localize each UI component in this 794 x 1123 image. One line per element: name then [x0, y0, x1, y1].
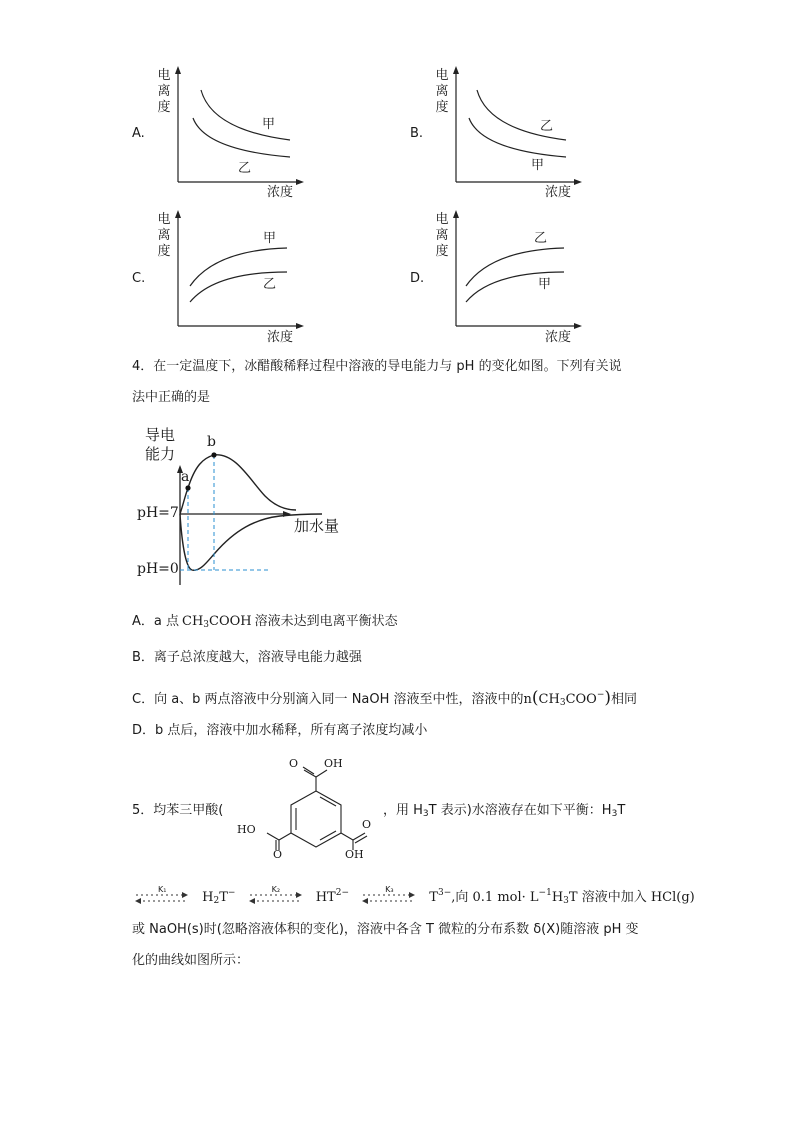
ylabel-line: 能力 [145, 445, 176, 463]
formula-sup: − [227, 888, 236, 898]
species-ht [316, 890, 349, 905]
q5-equilibrium-line [132, 884, 695, 910]
option-text: C．向 a、b 两点溶液中分别滴入同一 NaOH 溶液至中性，溶液中的 [132, 692, 524, 707]
formula-sub: 3 [422, 809, 429, 819]
q5-stem-continue [383, 802, 625, 823]
bond [355, 836, 367, 843]
formula-part: CH [182, 614, 204, 629]
x-axis-label: 浓度 [267, 185, 294, 200]
atom-label: OH [324, 757, 343, 770]
stem-text [451, 890, 694, 905]
equilibrium-constant: K₃ [385, 884, 394, 894]
double-bond [320, 831, 336, 840]
formula: $n(CH_3COO^-)$ [523, 688, 612, 708]
curve-label-lower: 甲 [531, 158, 545, 173]
q5-stem-start: 5．均苯三甲酸( [132, 803, 224, 818]
q4-stem-line2: 法中正确的是 [132, 390, 211, 405]
curve-label-upper: 甲 [262, 117, 276, 132]
species-part: H [202, 890, 214, 905]
option-text: A．a 点 [132, 614, 179, 629]
species-t [429, 890, 451, 905]
formula-sup: 3− [437, 888, 452, 898]
ylabel-char: 度 [157, 100, 171, 115]
q4-option-d: D．b 点后，溶液中加水稀释，所有离子浓度均减小 [132, 723, 428, 738]
atom-label: O [273, 848, 283, 861]
stem-text: T [617, 803, 626, 818]
stem-part: T 溶液中加入 HCl(g) [568, 890, 695, 905]
ylabel-char: 度 [157, 244, 171, 259]
formula-sub: 3 [559, 698, 566, 708]
species-part: HT [315, 890, 336, 905]
atom-label: O [362, 818, 372, 831]
formula-sup: − [596, 690, 605, 700]
ylabel-char: 度 [435, 244, 449, 259]
stem-text: T 表示)水溶液存在如下平衡：H [428, 803, 612, 818]
ylabel-char: 离 [435, 84, 449, 99]
x-axis-label: 浓度 [545, 330, 572, 345]
ylabel-char: 电 [157, 212, 171, 227]
ph7-label: pH=7 [137, 505, 179, 521]
q5-stem-line3: 或 NaOH(s)时(忽略溶液体积的变化)，溶液中各含 T 微粒的分布系数 δ(X)随溶液 pH 变 [132, 922, 639, 937]
q5-stem-line4: 化的曲线如图所示： [132, 953, 250, 968]
formula-sup: 2− [335, 888, 350, 898]
atom-label: OH [345, 848, 364, 861]
formula-sub: 2 [213, 896, 220, 906]
ylabel-char: 电 [435, 68, 449, 83]
atom-label: O [289, 757, 299, 770]
stem-text: ，用 H [383, 803, 423, 818]
benzene-ring [291, 791, 341, 847]
equilibrium-arrow-1 [132, 884, 192, 907]
bond [267, 833, 279, 840]
formula-sup: −1 [538, 888, 552, 898]
option-d-letter: D. [410, 271, 425, 286]
formula-part: CH [538, 692, 560, 707]
option-text: 相同 [611, 692, 638, 707]
ylabel-char: 离 [435, 228, 449, 243]
q4-option-b: B．离子总浓度越大，溶液导电能力越强 [132, 650, 362, 665]
curve-label-upper: 甲 [263, 231, 277, 246]
species-h2t [202, 890, 235, 905]
curve-label-upper: 乙 [534, 231, 548, 246]
point-a-label: a [181, 469, 190, 485]
formula-sub: 3 [563, 896, 569, 906]
atom-label: HO [237, 823, 256, 836]
formula-sub: 3 [611, 809, 618, 819]
curve-label-upper: 乙 [540, 119, 554, 134]
bond [316, 770, 327, 777]
point-b-label: b [207, 434, 216, 450]
x-axis-label: 加水量 [294, 517, 340, 535]
x-axis-label: 浓度 [267, 330, 294, 345]
formula-part: n [523, 692, 532, 707]
ylabel-char: 电 [435, 212, 449, 227]
species-part: T [219, 890, 228, 905]
curve-label-lower: 乙 [263, 277, 277, 292]
bond [341, 833, 353, 840]
ylabel-line: 导电 [145, 426, 176, 444]
x-axis-label: 浓度 [545, 185, 572, 200]
equilibrium-constant: K₂ [271, 884, 281, 894]
formula-part: COO [565, 692, 597, 707]
option-b-letter: B. [410, 126, 424, 141]
curve-label-lower: 甲 [538, 277, 552, 292]
ylabel-char: 离 [157, 84, 171, 99]
ylabel-char: 电 [157, 68, 171, 83]
formula-sub: 3 [203, 620, 210, 630]
equilibrium-constant: K₁ [158, 884, 167, 894]
option-a-letter: A. [132, 126, 145, 141]
ylabel-char: 离 [157, 228, 171, 243]
option-c-letter: C. [132, 271, 146, 286]
stem-part: H [551, 890, 564, 905]
bond [353, 833, 365, 840]
species-part: T [429, 890, 438, 905]
equilibrium-arrow-3 [359, 884, 419, 907]
bond [279, 833, 291, 840]
formula-part: COOH [209, 614, 252, 629]
ph0-label: pH=0 [137, 561, 179, 577]
option-text: 溶液未达到电离平衡状态 [254, 614, 398, 629]
ylabel-char: 度 [435, 100, 449, 115]
stem-part: ,向 0.1 mol· L [451, 890, 539, 905]
q4-stem-line1: 4．在一定温度下，冰醋酸稀释过程中溶液的导电能力与 pH 的变化如图。下列有关说 [132, 359, 622, 374]
equilibrium-arrow-2 [246, 884, 306, 907]
curve-label-lower: 乙 [238, 161, 252, 176]
